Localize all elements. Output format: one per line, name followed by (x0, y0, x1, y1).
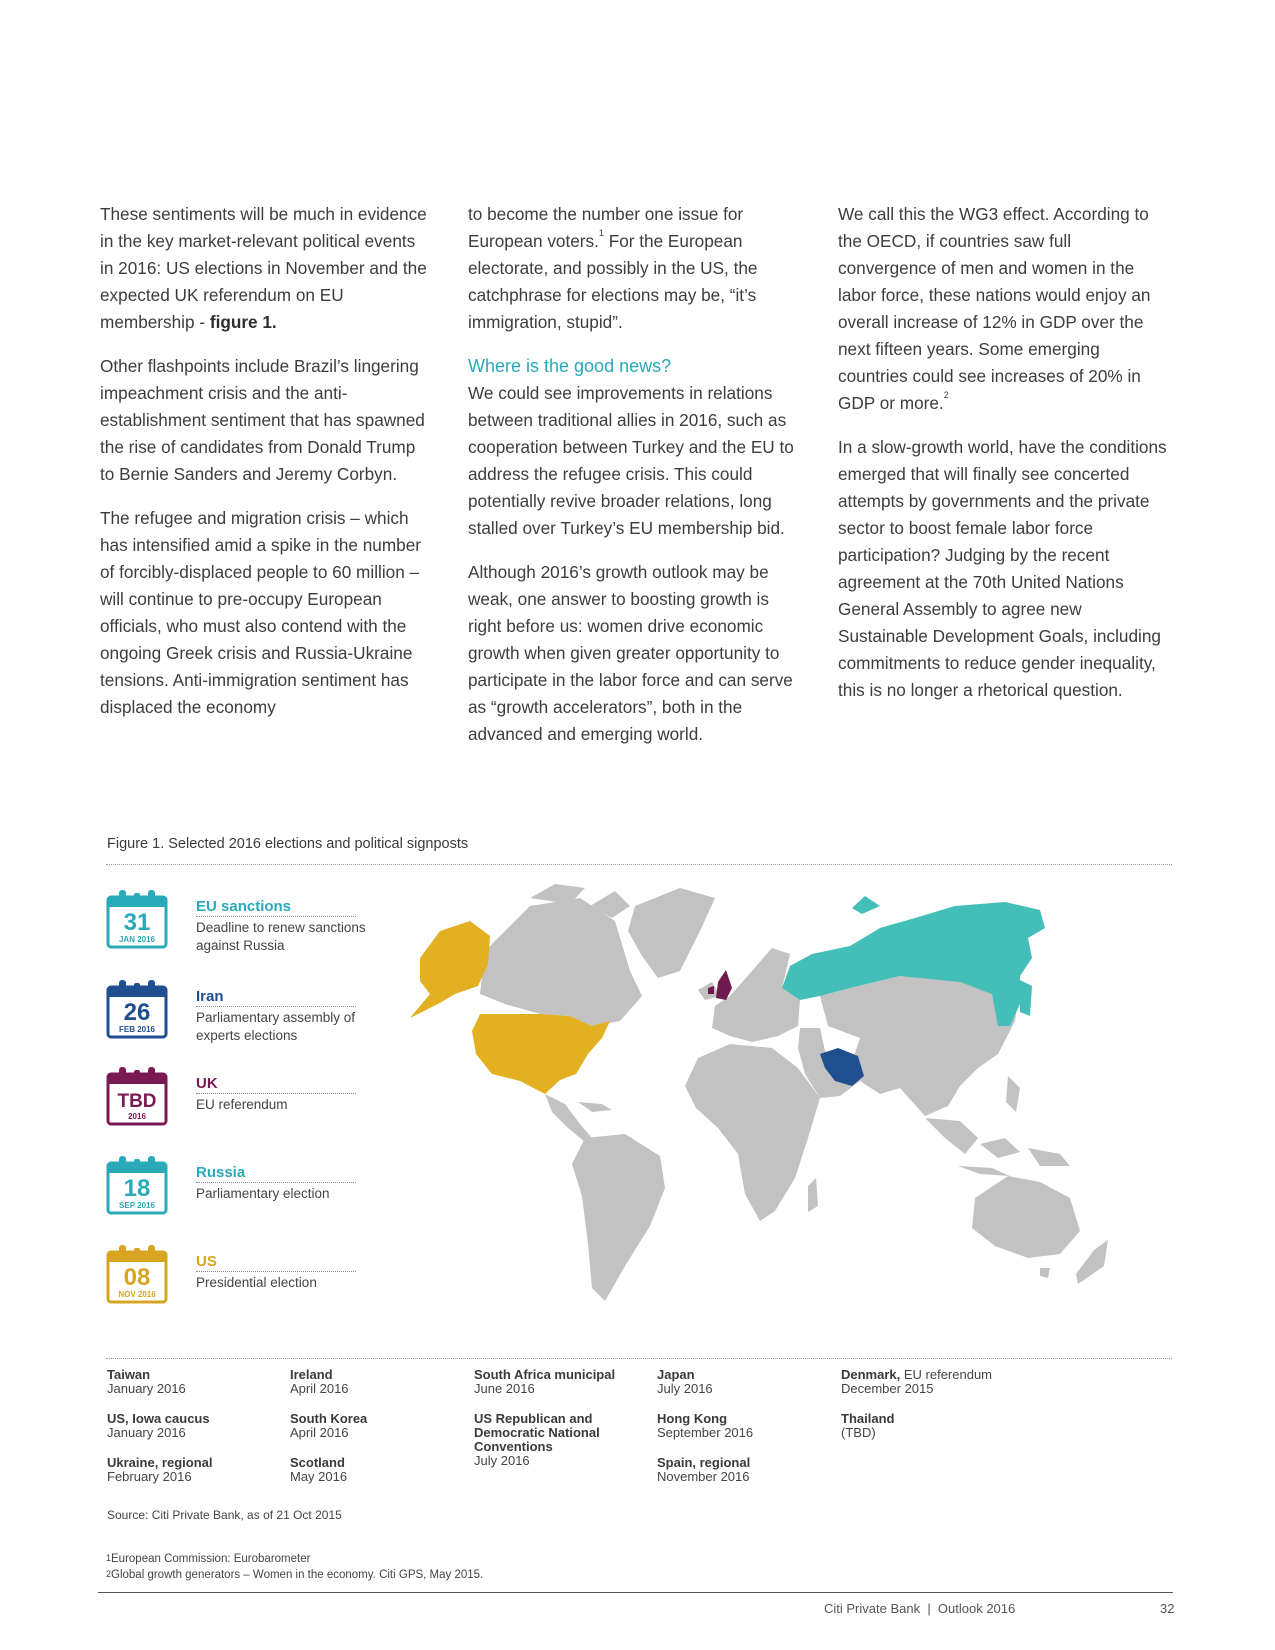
text-column-1 (100, 201, 432, 738)
event-title: US (196, 1253, 356, 1272)
event-item (106, 1153, 386, 1223)
signpost-column (107, 1368, 277, 1500)
event-description: Parliamentary assembly of experts elections (196, 1010, 356, 1043)
signpost-date: January 2016 (107, 1425, 186, 1440)
signpost-item (290, 1368, 460, 1396)
figure-reference: figure 1. (209, 312, 277, 332)
signpost-item (657, 1412, 827, 1440)
event-item (106, 887, 386, 957)
figure-title: Figure 1. Selected 2016 elections and political signposts (107, 836, 469, 852)
signpost-name: South Africa municipal (474, 1367, 616, 1382)
world-map (380, 876, 1170, 1316)
signpost-date: December 2015 (841, 1381, 934, 1396)
map-alaska (410, 921, 490, 1018)
map-united-states (472, 1014, 610, 1094)
signpost-date: (TBD) (841, 1425, 876, 1440)
signpost-item (290, 1456, 460, 1484)
event-item (106, 977, 386, 1047)
signpost-item (657, 1456, 827, 1484)
signpost-item (290, 1412, 460, 1440)
signpost-name: US Republican and Democratic National Conventions (474, 1411, 600, 1454)
map-south-america (572, 1134, 665, 1301)
event-title: Russia (196, 1164, 356, 1183)
event-description: Presidential election (196, 1275, 317, 1290)
footnote-1: $^1$European Commission: Eurobarometer (106, 1553, 311, 1565)
signpost-name: Taiwan (107, 1367, 151, 1382)
page-number: 32 (1160, 1601, 1175, 1616)
calendar-day: TBD (117, 1091, 157, 1112)
signpost-name: South Korea (290, 1411, 368, 1426)
calendar-icon (106, 1242, 170, 1304)
signpost-column (290, 1368, 460, 1500)
paragraph: We call this the WG3 effect. According to the OECD, if countries saw full convergence of men and women in the labor force, these nations would enjoy an overall increase of 12% in GDP over the next fifteen years. Some emerging countries could see increases of 20% in GDP or more.$^2$ (838, 204, 1151, 413)
signpost-name: Japan (657, 1367, 695, 1382)
signpost-date: January 2016 (107, 1381, 186, 1396)
signpost-item (657, 1368, 827, 1396)
paragraph: to become the number one issue for European voters.$^1$ For the European electorate, and possibly in the US, the catchphrase for elections may be, “it’s immigration, stupid”. (468, 204, 758, 332)
figure-source: Source: Citi Private Bank, as of 21 Oct 2015 (107, 1508, 342, 1522)
signpost-item (841, 1412, 1011, 1440)
signpost-name: Ireland (290, 1367, 333, 1382)
calendar-month: JAN 2016 (118, 935, 156, 944)
map-central-america (545, 1094, 592, 1142)
paragraph: In a slow-growth world, have the conditions emerged that will finally see concerted attempts by governments and the private sector to boost female labor force participation? Judging by the recent agreement at the 70th United Nations General Assembly to agree new Sustainable Development Goals, including commitments to reduce gender inequality, this is no longer a rhetorical question. (838, 437, 1167, 700)
event-item (106, 1242, 386, 1312)
signpost-suffix: EU referendum (900, 1367, 993, 1382)
calendar-month: 2016 (128, 1112, 146, 1121)
divider (106, 1358, 1172, 1359)
footnote-ref: 2 (943, 390, 949, 400)
signpost-item (107, 1456, 277, 1484)
signpost-date: July 2016 (657, 1381, 713, 1396)
signpost-column (474, 1368, 644, 1484)
signpost-item (474, 1368, 644, 1396)
signpost-item (841, 1368, 1011, 1396)
section-heading: Where is the good news? (468, 356, 672, 376)
signpost-column (841, 1368, 1011, 1456)
signpost-date: September 2016 (657, 1425, 754, 1440)
calendar-month: FEB 2016 (118, 1025, 156, 1034)
footnote-ref: 1 (598, 228, 604, 238)
paragraph: Although 2016’s growth outlook may be weak, one answer to boosting growth is right before us: women drive economic growth when given greater opportunity to participate in the labor force and can serve as “growth accelerators”, both in the advanced and emerging world. (468, 562, 793, 744)
event-title: EU sanctions (196, 898, 356, 917)
calendar-icon (106, 1064, 170, 1126)
signpost-date: June 2016 (474, 1381, 535, 1396)
calendar-day: 31 (123, 909, 151, 936)
event-description: Deadline to renew sanctions against Russia (196, 920, 366, 953)
paragraph: The refugee and migration crisis – which has intensified amid a spike in the number of forcibly-displaced people to 60 million – will continue to pre-occupy European officials, who must also contend with the ongoing Greek crisis and Russia-Ukraine tensions. Anti-immigration sentiment has displaced the economy (100, 508, 422, 717)
footer-publication: Citi Private Bank | Outlook 2016 (824, 1601, 1016, 1616)
calendar-day: 08 (123, 1264, 151, 1291)
signpost-date: July 2016 (474, 1453, 530, 1468)
signpost-name: US, Iowa caucus (107, 1411, 210, 1426)
footnote-2: $^2$Global growth generators – Women in the economy. Citi GPS, May 2015. (106, 1569, 484, 1581)
calendar-month: NOV 2016 (118, 1290, 156, 1299)
calendar-icon (106, 977, 170, 1039)
footer-rule (98, 1592, 1173, 1593)
signpost-name: Denmark, (841, 1367, 901, 1382)
map-africa (685, 1044, 820, 1221)
map-greenland (628, 888, 715, 978)
event-description: Parliamentary election (196, 1186, 330, 1201)
event-title: Iran (196, 988, 356, 1007)
map-australia (972, 1176, 1080, 1258)
calendar-day: 26 (123, 999, 151, 1026)
calendar-icon (106, 1153, 170, 1215)
signpost-item (107, 1368, 277, 1396)
signpost-name: Hong Kong (657, 1411, 728, 1426)
map-united-kingdom (716, 970, 732, 1000)
divider (106, 864, 1172, 865)
signpost-name: Thailand (841, 1411, 895, 1426)
calendar-day: 18 (123, 1175, 151, 1202)
paragraph: These sentiments will be much in evidence in the key market-relevant political events in 2016: US elections in November and the expected UK referendum on EU membership - figure 1. (100, 204, 427, 332)
signpost-date: November 2016 (657, 1469, 750, 1484)
paragraph: We could see improvements in relations between traditional allies in 2016, such as cooperation between Turkey and the EU to address the refugee crisis. This could potentially revive broader relations, long stalled over Turkey’s EU membership bid. (468, 383, 794, 538)
map-asia (820, 976, 1020, 1116)
calendar-icon (106, 887, 170, 949)
signpost-name: Scotland (290, 1455, 345, 1470)
text-column-3 (838, 201, 1170, 721)
event-item (106, 1064, 386, 1134)
event-description: EU referendum (196, 1097, 288, 1112)
signpost-date: April 2016 (290, 1381, 349, 1396)
paragraph: Other flashpoints include Brazil’s lingering impeachment crisis and the anti-establishment sentiment that has spawned the rise of candidates from Donald Trump to Bernie Sanders and Jeremy Corbyn. (100, 356, 425, 484)
signpost-date: May 2016 (290, 1469, 348, 1484)
signpost-column (657, 1368, 827, 1500)
signpost-item (107, 1412, 277, 1440)
calendar-month: SEP 2016 (119, 1201, 155, 1210)
signpost-date: February 2016 (107, 1469, 192, 1484)
signpost-name: Spain, regional (657, 1455, 751, 1470)
event-title: UK (196, 1075, 356, 1094)
map-canada (480, 898, 642, 1026)
signpost-date: April 2016 (290, 1425, 349, 1440)
text-column-2 (468, 201, 800, 765)
signpost-name: Ukraine, regional (107, 1455, 213, 1470)
signpost-item (474, 1412, 644, 1468)
